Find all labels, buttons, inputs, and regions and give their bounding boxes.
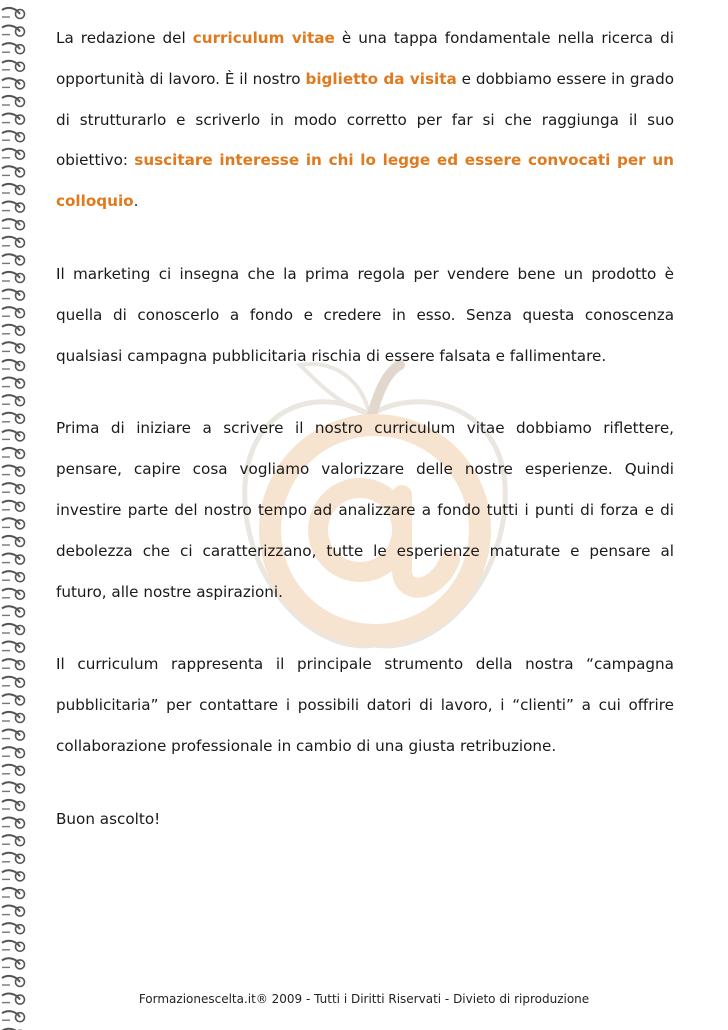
spiral-ring (2, 466, 25, 477)
paragraph-text: . (133, 192, 139, 211)
spiral-ring (2, 694, 25, 705)
spiral-ring (2, 835, 25, 846)
spiral-ring (2, 166, 25, 177)
spiral-ring (2, 342, 25, 353)
paragraph (56, 644, 674, 766)
spiral-ring (2, 413, 25, 424)
highlighted-text: curriculum vitae (192, 29, 335, 47)
spiral-ring (2, 571, 25, 582)
spiral-ring (2, 642, 25, 653)
spiral-ring (2, 219, 25, 230)
spiral-ring (2, 554, 25, 565)
spiral-ring (2, 923, 25, 934)
paragraph (56, 18, 674, 222)
spiral-ring (2, 254, 25, 265)
spiral-ring (2, 958, 25, 969)
spiral-ring (2, 800, 25, 811)
paragraph-text: Il marketing ci insegna che la prima regola per vendere bene un prodotto è quella di conoscerlo a fondo e credere in esso. Senza questa conoscenza qualsiasi campagna pubblicitaria rischia di essere falsata e fallimentare. (56, 264, 674, 365)
spiral-ring (2, 501, 25, 512)
spiral-ring (2, 976, 25, 987)
spiral-ring (2, 325, 25, 336)
spiral-ring (2, 818, 25, 829)
spiral-ring (2, 360, 25, 371)
paragraph-text: La redazione del (56, 29, 193, 47)
spiral-ring (2, 149, 25, 160)
spiral-ring (2, 589, 25, 600)
spiral-ring (2, 712, 25, 723)
spiral-ring (2, 78, 25, 89)
spiral-ring (2, 765, 25, 776)
spiral-ring (2, 606, 25, 617)
footer-copyright: Formazionescelta.it® 2009 - Tutti i Diritti Riservati - Divieto di riproduzione (138, 992, 590, 1006)
spiral-ring (2, 395, 25, 406)
spiral-ring (2, 114, 25, 125)
spiral-ring (2, 61, 25, 72)
spiral-ring (2, 677, 25, 688)
spiral-ring (2, 272, 25, 283)
spiral-ring (2, 8, 25, 19)
paragraph (56, 254, 674, 376)
spiral-ring (2, 96, 25, 107)
paragraph-text: è una tappa fondamentale nella ricerca di opportunità di lavoro. È il nostro (56, 29, 674, 88)
spiral-ring (2, 1011, 25, 1022)
paragraph-text: e dobbiamo essere in grado di strutturarlo e scriverlo in modo corretto per far si che raggiunga il suo obiettivo: (56, 69, 675, 170)
spiral-ring (2, 659, 25, 670)
spiral-ring (2, 43, 25, 54)
highlighted-text: suscitare interesse in chi lo legge ed essere convocati per un colloquio (56, 151, 674, 211)
paragraph (56, 799, 674, 840)
spiral-ring (2, 430, 25, 441)
spiral-ring (2, 747, 25, 758)
highlighted-text: biglietto da visita (305, 69, 457, 88)
paragraph-text: Prima di iniziare a scrivere il nostro curriculum vitae dobbiamo riflettere, pensare, capire cosa vogliamo valorizzare delle nostre esperienze. Quindi investire parte del nostro tempo ad analizzare a fondo tutti i punti di forza e di debolezza che ci caratterizzano, tutte le esperienze maturate e pensare al futuro, alle nostre aspirazioni. (56, 419, 674, 601)
spiral-ring (2, 237, 25, 248)
spiral-ring (2, 941, 25, 952)
spiral-ring (2, 782, 25, 793)
spiral-ring (2, 378, 25, 389)
spiral-ring (2, 483, 25, 494)
spiral-ring (2, 536, 25, 547)
spiral-ring (2, 870, 25, 881)
spiral-ring (2, 624, 25, 635)
spiral-ring (2, 290, 25, 301)
spiral-ring (2, 853, 25, 864)
spiral-binding-icon (0, 0, 34, 1030)
spiral-ring (2, 184, 25, 195)
spiral-ring (2, 518, 25, 529)
spiral-ring (2, 202, 25, 213)
spiral-ring (2, 131, 25, 142)
paragraph-text: Buon ascolto! (56, 809, 161, 828)
paragraph (56, 408, 674, 612)
spiral-ring (2, 307, 25, 318)
spiral-ring (2, 906, 25, 917)
paragraph-text: Il curriculum rappresenta il principale strumento della nostra “campagna pubblicitaria” per contattare i possibili datori di lavoro, i “clienti” a cui offrire collaborazione professionale in cambio di una giusta retribuzione. (56, 655, 674, 755)
spiral-ring (2, 448, 25, 459)
spiral-ring (2, 26, 25, 37)
spiral-ring (2, 730, 25, 741)
spiral-ring (2, 888, 25, 899)
document-body (56, 18, 674, 872)
